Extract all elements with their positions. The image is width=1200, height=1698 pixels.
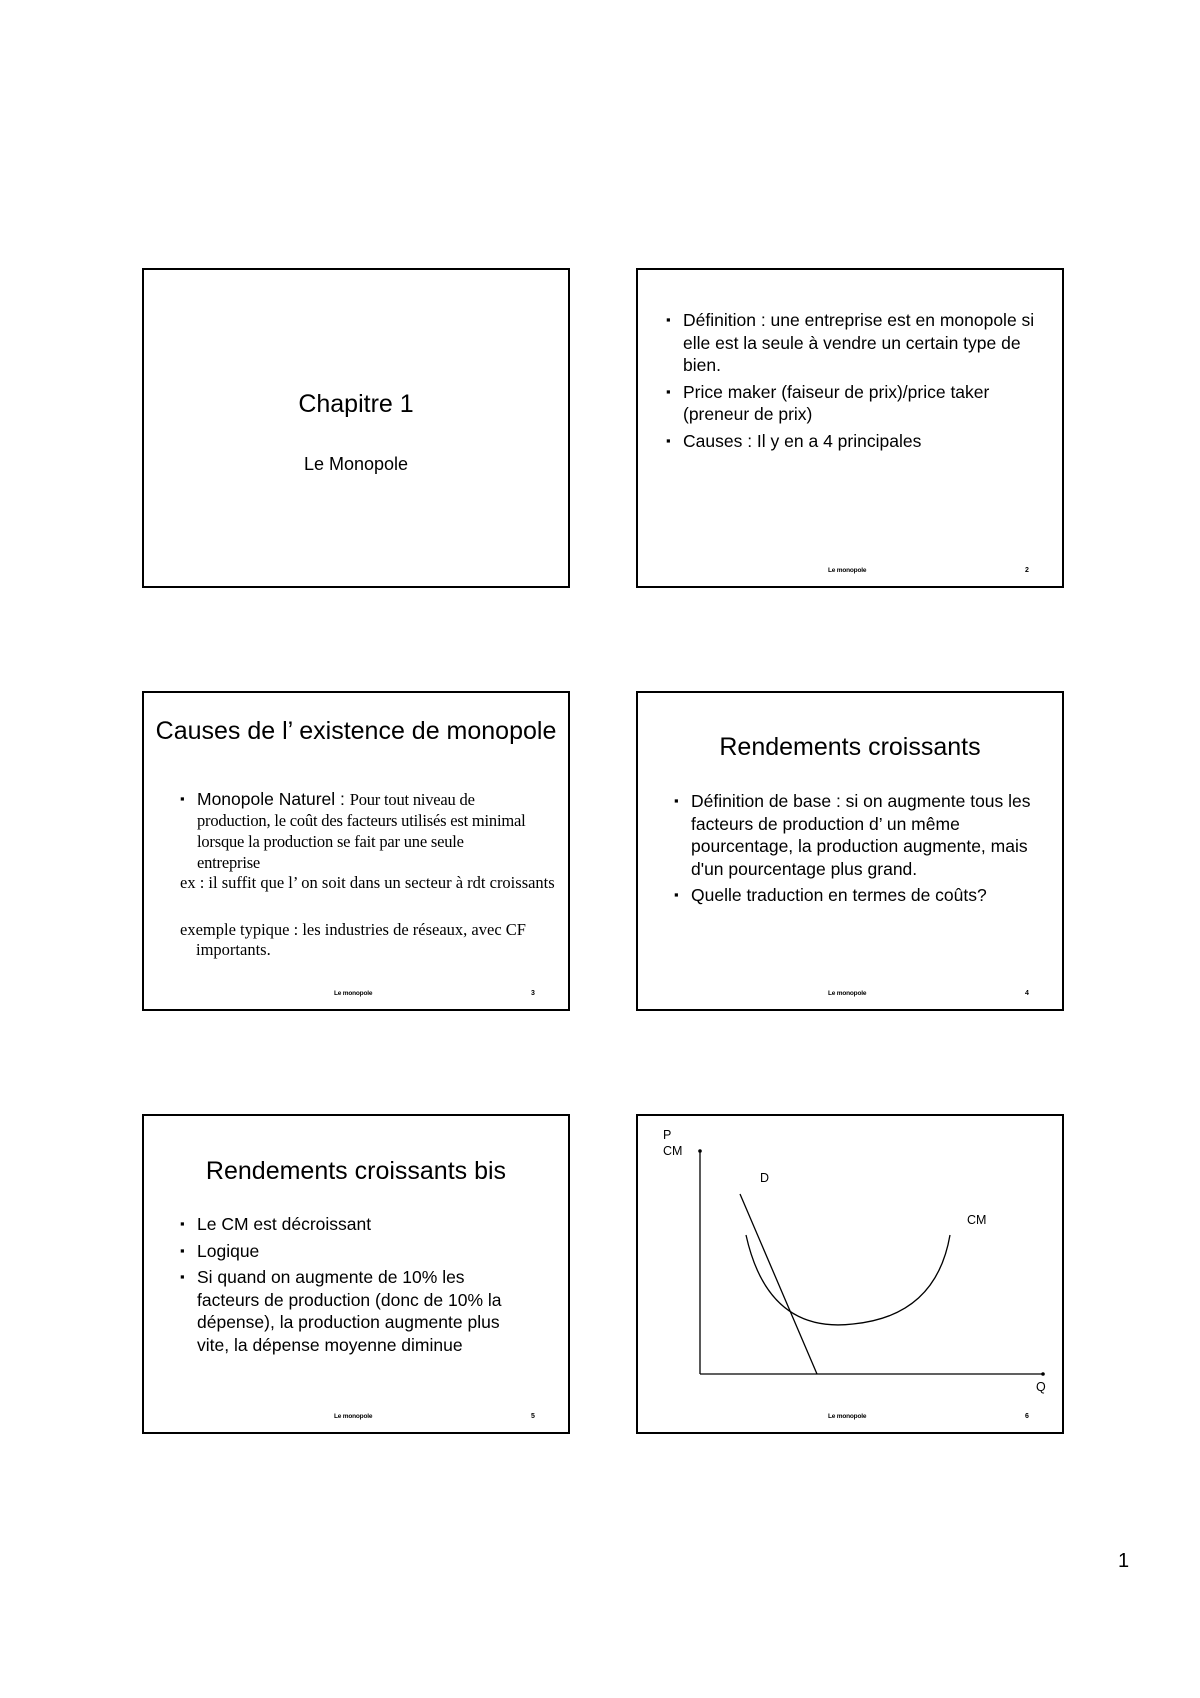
slide-title: Causes de l’ existence de monopole xyxy=(155,717,557,745)
slide-title: Rendements croissants bis xyxy=(205,1157,507,1185)
bullet-item: ▪ Le CM est décroissant xyxy=(180,1213,530,1236)
y-axis-arrow-dot xyxy=(698,1149,702,1153)
slide-number: 3 xyxy=(531,990,535,997)
slide-title: Chapitre 1 xyxy=(298,390,414,418)
slide-footer-label: Le monopole xyxy=(828,1413,867,1420)
bullet-list xyxy=(674,790,1034,911)
slide-number: 2 xyxy=(1025,567,1029,574)
x-axis-label-q: Q xyxy=(1036,1380,1046,1394)
slide-subtitle: Le Monopole xyxy=(303,454,409,474)
slide-6 xyxy=(636,1114,1064,1434)
slide-footer-label: Le monopole xyxy=(334,990,373,997)
slide-number: 4 xyxy=(1025,990,1029,997)
slide-4 xyxy=(636,691,1064,1011)
slide-title: Rendements croissants xyxy=(719,733,981,761)
y-axis-label-p: P xyxy=(663,1128,672,1142)
bullet-list xyxy=(666,309,1036,456)
x-axis-arrow-dot xyxy=(1041,1372,1045,1376)
average-cost-label: CM xyxy=(967,1213,987,1227)
bullet-lead: Monopole Naturel : xyxy=(197,789,350,809)
bullet-rest: Pour tout niveau de production, le coût des facteurs utilisés est minimal lorsque la production se fait par une seule entreprise xyxy=(197,790,526,872)
cost-demand-diagram xyxy=(638,1116,1062,1432)
slide-3 xyxy=(142,691,570,1011)
bullet-item xyxy=(180,789,530,873)
slide-5 xyxy=(142,1114,570,1434)
slide-number: 5 xyxy=(531,1413,535,1420)
demand-curve-label: D xyxy=(760,1171,770,1185)
bullet-item: ▪ Price maker (faiseur de prix)/price taker (preneur de prix) xyxy=(666,381,1036,426)
example-paragraph: exemple typique : les industries de réseaux, avec CF importants. xyxy=(180,920,526,959)
slide-2 xyxy=(636,268,1064,588)
bullet-item: ▪ Causes : Il y en a 4 principales xyxy=(666,430,1036,453)
bullet-list xyxy=(180,1213,530,1360)
slide-1 xyxy=(142,268,570,588)
bullet-item: ▪ Définition : une entreprise est en monopole si elle est la seule à vendre un certain type de bien. xyxy=(666,309,1036,377)
slide-number: 6 xyxy=(1025,1413,1029,1420)
slide-footer-label: Le monopole xyxy=(828,567,867,574)
slide-footer-label: Le monopole xyxy=(828,990,867,997)
slide-footer-label: Le monopole xyxy=(334,1413,373,1420)
example-paragraph: ex : il suffit que l’ on soit dans un secteur à rdt croissants xyxy=(180,873,555,892)
bullet-item: ▪ Logique xyxy=(180,1240,530,1263)
y-axis-label-cm: CM xyxy=(663,1144,683,1158)
bullet-item: ▪ Quelle traduction en termes de coûts? xyxy=(674,884,1034,907)
bullet-list xyxy=(180,789,530,877)
page-number: 1 xyxy=(1118,1550,1130,1572)
bullet-item: ▪ Définition de base : si on augmente tous les facteurs de production d’ un même pourcentage, la production augmente, mais d'un pourcentage plus grand. xyxy=(674,790,1034,880)
demand-curve xyxy=(740,1194,817,1374)
bullet-item: ▪ Si quand on augmente de 10% les facteurs de production (donc de 10% la dépense), la production augmente plus vite, la dépense moyenne diminue xyxy=(180,1266,530,1356)
